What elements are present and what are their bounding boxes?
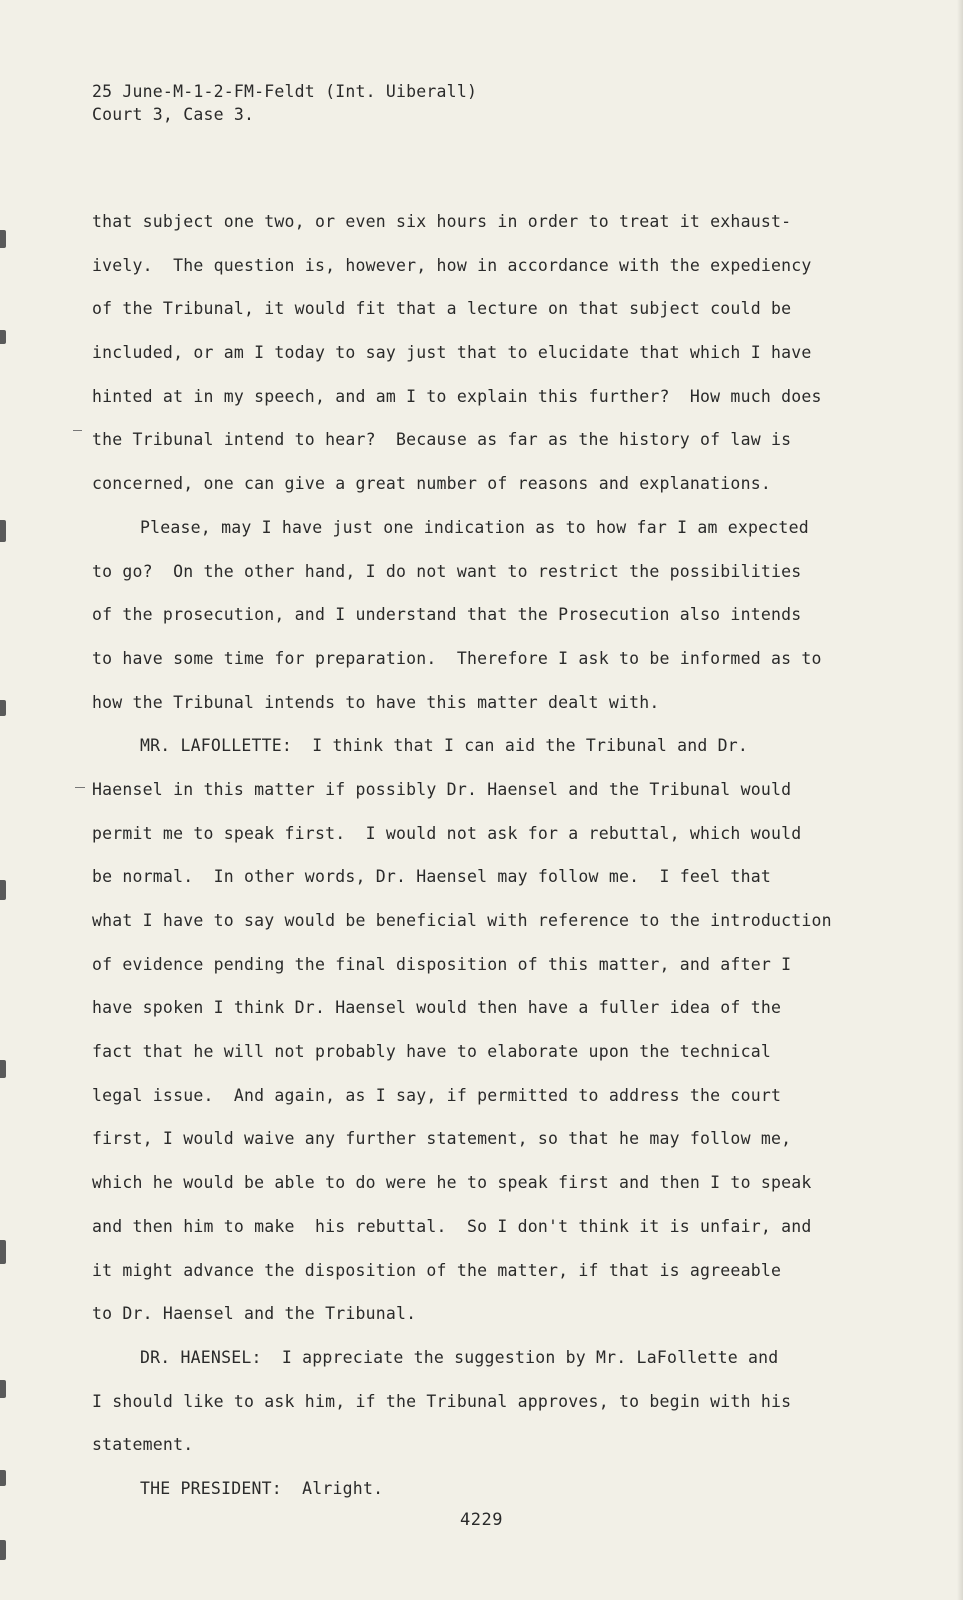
text-line: be normal. In other words, Dr. Haensel may follow me. I feel that <box>92 867 771 887</box>
text-line: have spoken I think Dr. Haensel would then have a fuller idea of the <box>92 998 782 1018</box>
margin-mark <box>73 430 82 431</box>
text-line: permit me to speak first. I would not ask for a rebuttal, which would <box>92 823 802 843</box>
text-line: fact that he will not probably have to elaborate upon the technical <box>92 1042 771 1062</box>
text-line: Haensel in this matter if possibly Dr. Haensel and the Tribunal would <box>92 779 792 799</box>
page-edge-shadow <box>957 0 963 1600</box>
text-line: ively. The question is, however, how in accordance with the expediency <box>92 255 812 275</box>
page-number: 4229 <box>460 1510 503 1530</box>
text-line: first, I would waive any further statement, so that he may follow me, <box>92 1129 792 1149</box>
speaker-line: THE PRESIDENT: Alright. <box>140 1478 384 1498</box>
text-line: included, or am I today to say just that to elucidate that which I have <box>92 343 812 363</box>
text-line: concerned, one can give a great number of reasons and explanations. <box>92 474 771 494</box>
text-line: I should like to ask him, if the Tribunal approves, to begin with his <box>92 1391 792 1411</box>
binding-edge <box>0 0 7 1600</box>
speaker-line: MR. LAFOLLETTE: I think that I can aid the Tribunal and Dr. <box>140 736 749 756</box>
text-line: hinted at in my speech, and am I to explain this further? How much does <box>92 386 822 406</box>
header-court-line: Court 3, Case 3. <box>92 105 255 124</box>
text-line: it might advance the disposition of the matter, if that is agreeable <box>92 1260 782 1280</box>
text-line: to go? On the other hand, I do not want to restrict the possibilities <box>92 561 802 581</box>
text-line: which he would be able to do were he to speak first and then I to speak <box>92 1173 812 1193</box>
text-line: to Dr. Haensel and the Tribunal. <box>92 1304 417 1324</box>
text-line: of the Tribunal, it would fit that a lecture on that subject could be <box>92 299 792 319</box>
header-session-line: 25 June-M-1-2-FM-Feldt (Int. Uiberall) <box>92 82 478 101</box>
text-line: that subject one two, or even six hours in order to treat it exhaust- <box>92 212 792 231</box>
text-line: legal issue. And again, as I say, if permitted to address the court <box>92 1085 782 1105</box>
speaker-line: DR. HAENSEL: I appreciate the suggestion by Mr. LaFollette and <box>140 1347 779 1367</box>
text-line: statement. <box>92 1435 194 1455</box>
margin-mark <box>75 787 85 788</box>
text-line: how the Tribunal intends to have this matter dealt with. <box>92 692 660 712</box>
text-line: what I have to say would be beneficial with reference to the introduction <box>92 911 832 930</box>
text-line: of evidence pending the final disposition of this matter, and after I <box>92 954 792 974</box>
text-line: Please, may I have just one indication as to how far I am expected <box>140 517 809 537</box>
text-line: and then him to make his rebuttal. So I don't think it is unfair, and <box>92 1216 812 1236</box>
transcript-body <box>92 200 872 1511</box>
text-line: of the prosecution, and I understand that the Prosecution also intends <box>92 605 802 625</box>
transcript-header <box>92 80 477 126</box>
text-line: to have some time for preparation. Therefore I ask to be informed as to <box>92 648 822 668</box>
text-line: the Tribunal intend to hear? Because as far as the history of law is <box>92 430 792 450</box>
